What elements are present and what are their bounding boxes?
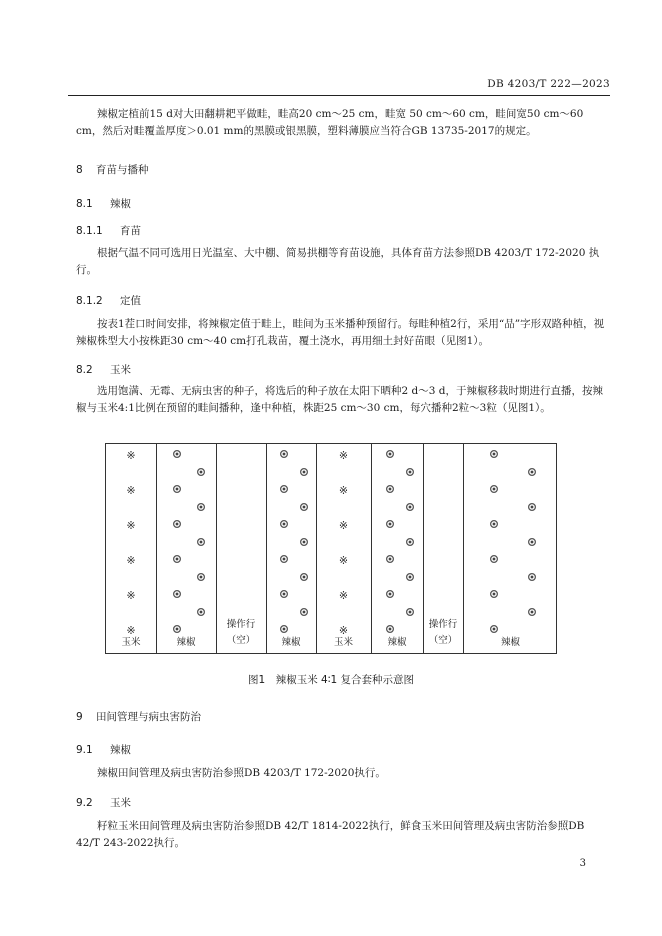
section-9-heading: [76, 709, 201, 724]
section-title: 育苗: [120, 225, 141, 237]
pepper-plant-icon: [528, 468, 536, 476]
pepper-plant-icon: [173, 590, 181, 598]
pepper-column-label: 辣椒: [387, 637, 407, 648]
pepper-plant-icon: [173, 625, 181, 633]
corn-plant-icon: ※: [338, 519, 349, 532]
section-title: 玉米: [110, 797, 131, 809]
operation-row-label: [423, 618, 463, 648]
operation-row-label-line1: 操作行: [428, 619, 458, 630]
section-9-2-paragraph: 籽粒玉米田间管理及病虫害防治参照DB 42/T 1814-2022执行，鲜食玉米田间管理及病虫害防治参照DB 42/T 243-2022执行。: [76, 820, 585, 849]
pepper-plant-icon: [280, 450, 288, 458]
pepper-plant-icon: [197, 573, 205, 581]
pepper-plant-icon: [173, 450, 181, 458]
pepper-plant-icon: [300, 608, 308, 616]
section-9-1-heading: [76, 742, 131, 757]
section-9-1-paragraph: 辣椒田间管理及病虫害防治参照DB 4203/T 172-2020执行。: [97, 767, 386, 779]
header-rule: [68, 95, 610, 96]
pepper-plant-icon: [197, 503, 205, 511]
section-title: 育苗与播种: [96, 164, 149, 176]
pepper-plant-icon: [406, 468, 414, 476]
section-number: 9.1: [76, 744, 93, 756]
section-8-1-2-paragraph: 按表1茬口时间安排，将辣椒定值于畦上，畦间为玉米播种预留行。每畦种植2行，采用“品”字形双路种植，视辣椒株型大小按株距30 cm～40 cm打孔栽苗，覆土浇水，再用细土封好苗眼（见图1）。: [76, 318, 605, 347]
section-9-2-heading: [76, 795, 131, 810]
pepper-plant-icon: [490, 590, 498, 598]
figure-caption: 图1 辣椒玉米 4∶1 复合套种示意图: [248, 674, 414, 686]
intro-paragraph: 辣椒定植前15 d对大田翻耕耙平做畦，畦高20 cm～25 cm，畦宽 50 cm～60 cm，畦间宽50 cm～60 cm，然后对畦覆盖厚度＞0.01 mm的黑膜或银黑膜，塑料薄膜应当符合GB 13735-2017的规定。: [76, 108, 584, 137]
pepper-plant-icon: [490, 520, 498, 528]
pepper-plant-icon: [300, 503, 308, 511]
pepper-plant-icon: [280, 625, 288, 633]
pepper-plant-icon: [386, 485, 394, 493]
pepper-plant-icon: [197, 468, 205, 476]
column-divider: [463, 444, 464, 653]
section-number: 8.1.2: [76, 295, 103, 307]
pepper-plant-icon: [300, 538, 308, 546]
pepper-plant-icon: [280, 590, 288, 598]
corn-plant-icon: ※: [338, 589, 349, 602]
section-8-1-1-paragraph: 根据气温不同可选用日光温室、大中棚、简易拱棚等育苗设施，具体育苗方法参照DB 4203/T 172-2020 执行。: [76, 247, 600, 276]
pepper-plant-icon: [528, 608, 536, 616]
pepper-plant-icon: [386, 590, 394, 598]
corn-plant-icon: ※: [126, 554, 136, 567]
section-8-heading: [76, 162, 149, 177]
section-title: 玉米: [110, 364, 131, 376]
pepper-plant-icon: [280, 555, 288, 563]
pepper-plant-icon: [386, 450, 394, 458]
corn-plant-icon: ※: [338, 624, 349, 637]
column-divider: [371, 444, 372, 653]
pepper-plant-icon: [197, 538, 205, 546]
corn-plant-icon: ※: [126, 519, 136, 532]
document-id-header: DB 4203/T 222—2023: [487, 78, 610, 90]
pepper-plant-icon: [173, 555, 181, 563]
column-divider: [316, 444, 317, 653]
pepper-plant-icon: [280, 520, 288, 528]
pepper-plant-icon: [406, 503, 414, 511]
section-8-1-1-heading: [76, 223, 141, 238]
section-8-1-heading: [76, 196, 131, 211]
pepper-plant-icon: [173, 485, 181, 493]
corn-plant-icon: ※: [338, 484, 349, 497]
section-number: 8: [76, 164, 83, 176]
pepper-column-label: 辣椒: [500, 637, 520, 648]
pepper-plant-icon: [386, 555, 394, 563]
pepper-plant-icon: [386, 520, 394, 528]
operation-row-label-line1: 操作行: [226, 619, 256, 630]
pepper-plant-icon: [528, 573, 536, 581]
section-number: 8.2: [76, 364, 93, 376]
section-8-2-paragraph: 选用饱满、无霉、无病虫害的种子，将选后的种子放在太阳下晒种2 d～3 d，于辣椒移栽时期进行直播，按辣椒与玉米4:1比例在预留的畦间播种，逢中种植，株距25 cm～30 cm，每穴播种2粒～3粒（见图1）。: [76, 385, 603, 414]
column-divider: [156, 444, 157, 653]
section-number: 8.1.1: [76, 225, 103, 237]
page-number: 3: [579, 858, 586, 869]
pepper-plant-icon: [490, 625, 498, 633]
pepper-column-label: 辣椒: [281, 637, 301, 648]
pepper-plant-icon: [406, 538, 414, 546]
pepper-plant-icon: [406, 573, 414, 581]
operation-row-label-line2: （空）: [226, 635, 256, 646]
section-number: 8.1: [76, 198, 93, 210]
operation-row-label-line2: （空）: [428, 635, 458, 646]
section-number: 9: [76, 711, 83, 723]
pepper-plant-icon: [280, 485, 288, 493]
corn-column-label: 玉米: [121, 637, 141, 648]
section-8-2-heading: [76, 362, 131, 377]
section-title: 辣椒: [110, 198, 131, 210]
operation-row-label: [216, 618, 266, 648]
corn-plant-icon: ※: [126, 624, 136, 637]
corn-column-label: 玉米: [333, 637, 353, 648]
pepper-plant-icon: [490, 485, 498, 493]
pepper-plant-icon: [490, 555, 498, 563]
section-title: 田间管理与病虫害防治: [96, 711, 201, 723]
section-8-1-2-heading: [76, 293, 141, 308]
corn-plant-icon: ※: [126, 484, 136, 497]
pepper-plant-icon: [300, 573, 308, 581]
corn-plant-icon: ※: [338, 554, 349, 567]
pepper-plant-icon: [386, 625, 394, 633]
intercropping-diagram: [105, 443, 557, 654]
section-number: 9.2: [76, 797, 93, 809]
pepper-plant-icon: [300, 468, 308, 476]
corn-plant-icon: ※: [338, 449, 349, 462]
pepper-plant-icon: [197, 608, 205, 616]
pepper-plant-icon: [406, 608, 414, 616]
column-divider: [266, 444, 267, 653]
section-title: 辣椒: [110, 744, 131, 756]
pepper-plant-icon: [528, 503, 536, 511]
corn-plant-icon: ※: [126, 449, 136, 462]
pepper-column-label: 辣椒: [176, 637, 196, 648]
section-title: 定值: [120, 295, 141, 307]
pepper-plant-icon: [490, 450, 498, 458]
pepper-plant-icon: [528, 538, 536, 546]
corn-plant-icon: ※: [126, 589, 136, 602]
pepper-plant-icon: [173, 520, 181, 528]
